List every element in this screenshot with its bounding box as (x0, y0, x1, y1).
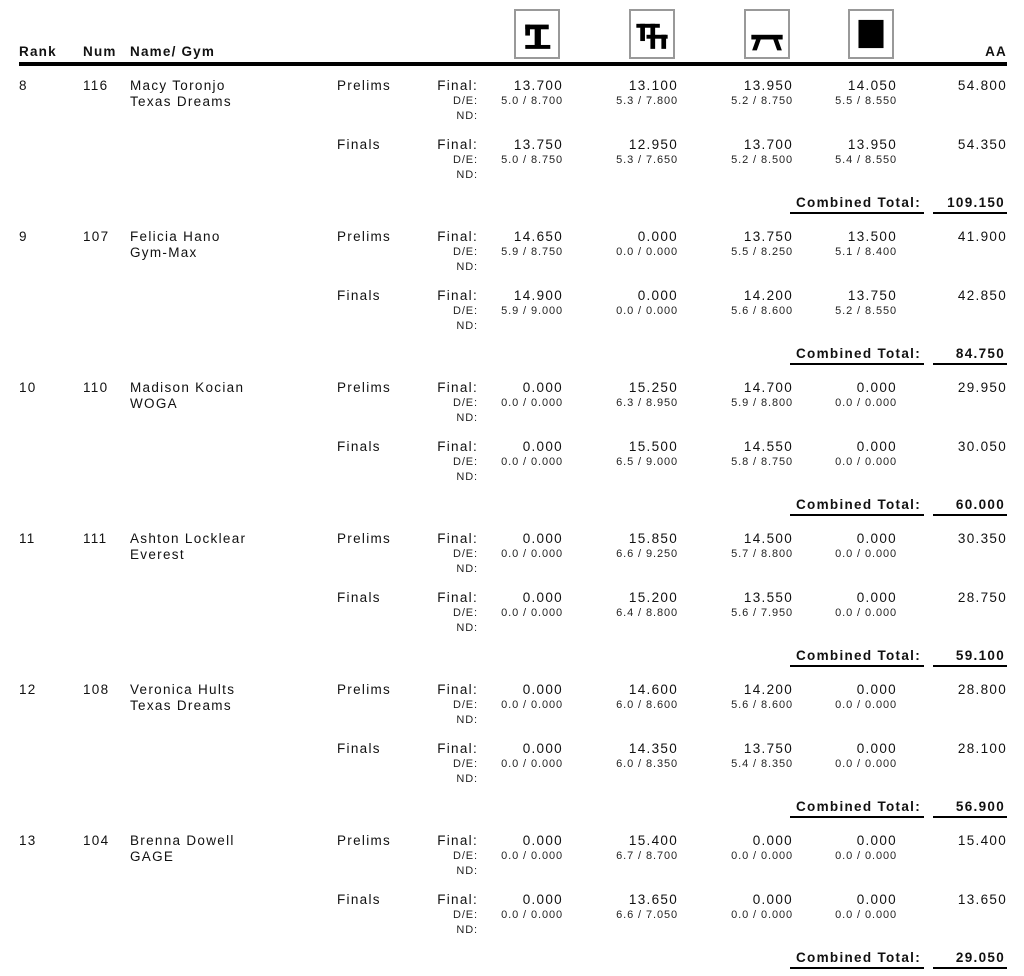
de-line (19, 547, 1007, 562)
round-block-prelims (19, 681, 1007, 728)
de-label: D/E: (453, 456, 478, 468)
beam-de: 5.7 / 8.800 (731, 548, 793, 560)
de-line (19, 698, 1007, 713)
nd-line (19, 864, 1007, 879)
score-line (19, 891, 1007, 908)
header-aa: AA (985, 44, 1007, 59)
final-label: Final: (437, 833, 478, 848)
aa-score: 28.800 (957, 682, 1007, 697)
de-line (19, 455, 1007, 470)
competitor-block (19, 681, 1007, 818)
de-label: D/E: (453, 397, 478, 409)
gym-name: Gym-Max (130, 245, 198, 260)
nd-label: ND: (456, 471, 478, 483)
competitor-block (19, 832, 1007, 969)
floor-de: 0.0 / 0.000 (835, 456, 897, 468)
nd-label: ND: (456, 622, 478, 634)
vault-de: 5.0 / 8.750 (501, 154, 563, 166)
nd-line (19, 260, 1007, 275)
aa-score: 42.850 (957, 288, 1007, 303)
vault-de: 0.0 / 0.000 (501, 699, 563, 711)
combined-total-row (19, 195, 1007, 214)
vault-de: 0.0 / 0.000 (501, 758, 563, 770)
vault-score: 0.000 (522, 741, 563, 756)
combined-total-value: 84.750 (933, 346, 1007, 365)
combined-total-value: 59.100 (933, 648, 1007, 667)
bars-score: 13.100 (628, 78, 678, 93)
bars-de: 0.0 / 0.000 (616, 246, 678, 258)
bars-score: 0.000 (637, 229, 678, 244)
combined-total-row (19, 950, 1007, 969)
de-line (19, 94, 1007, 109)
combined-total-label: Combined Total: (790, 195, 924, 214)
round-label: Finals (337, 741, 381, 756)
beam-score: 14.200 (743, 288, 793, 303)
gym-name: GAGE (130, 849, 175, 864)
combined-total-value: 60.000 (933, 497, 1007, 516)
floor-score: 0.000 (856, 833, 897, 848)
nd-line (19, 923, 1007, 938)
nd-label: ND: (456, 412, 478, 424)
beam-de: 5.9 / 8.800 (731, 397, 793, 409)
nd-line (19, 411, 1007, 426)
combined-total-label: Combined Total: (790, 346, 924, 365)
gym-name: Everest (130, 547, 185, 562)
round-block-finals (19, 589, 1007, 636)
competitor-block (19, 77, 1007, 214)
final-label: Final: (437, 531, 478, 546)
bars-de: 6.7 / 8.700 (616, 850, 678, 862)
floor-score: 0.000 (856, 531, 897, 546)
aa-score: 30.350 (957, 531, 1007, 546)
floor-de: 5.4 / 8.550 (835, 154, 897, 166)
beam-score: 13.700 (743, 137, 793, 152)
de-label: D/E: (453, 699, 478, 711)
bars-score: 13.650 (628, 892, 678, 907)
floor-score: 0.000 (856, 380, 897, 395)
de-label: D/E: (453, 154, 478, 166)
round-label: Prelims (337, 380, 392, 395)
round-block-prelims (19, 379, 1007, 426)
round-label: Finals (337, 137, 381, 152)
score-line (19, 228, 1007, 245)
floor-score: 0.000 (856, 439, 897, 454)
aa-score: 29.950 (957, 380, 1007, 395)
combined-total-label: Combined Total: (790, 950, 924, 969)
aa-score: 30.050 (957, 439, 1007, 454)
score-line (19, 287, 1007, 304)
bars-score: 15.200 (628, 590, 678, 605)
score-line (19, 681, 1007, 698)
score-line (19, 77, 1007, 94)
combined-total-label: Combined Total: (790, 497, 924, 516)
round-label: Prelims (337, 531, 392, 546)
round-label: Prelims (337, 833, 392, 848)
rank-value: 12 (19, 682, 37, 697)
floor-score: 14.050 (847, 78, 897, 93)
de-label: D/E: (453, 95, 478, 107)
nd-line (19, 319, 1007, 334)
beam-score: 0.000 (752, 833, 793, 848)
combined-total-label: Combined Total: (790, 799, 924, 818)
bars-score: 15.500 (628, 439, 678, 454)
num-value: 111 (83, 531, 108, 546)
round-label: Prelims (337, 78, 392, 93)
combined-total-value: 29.050 (933, 950, 1007, 969)
aa-score: 54.800 (957, 78, 1007, 93)
combined-total-row (19, 799, 1007, 818)
de-line (19, 849, 1007, 864)
score-line (19, 136, 1007, 153)
score-line (19, 530, 1007, 547)
nd-line (19, 168, 1007, 183)
de-line (19, 245, 1007, 260)
num-value: 104 (83, 833, 110, 848)
bars-score: 15.850 (628, 531, 678, 546)
vault-score: 0.000 (522, 892, 563, 907)
uneven-bars-icon (629, 9, 675, 59)
nd-line (19, 562, 1007, 577)
aa-score: 54.350 (957, 137, 1007, 152)
round-block-prelims (19, 228, 1007, 275)
bars-de: 6.3 / 8.950 (616, 397, 678, 409)
combined-total-row (19, 346, 1007, 365)
round-label: Finals (337, 590, 381, 605)
beam-score: 0.000 (752, 892, 793, 907)
beam-de: 5.4 / 8.350 (731, 758, 793, 770)
rank-value: 9 (19, 229, 28, 244)
round-label: Prelims (337, 682, 392, 697)
athlete-name: Veronica Hults (130, 682, 236, 697)
aa-score: 28.750 (957, 590, 1007, 605)
nd-label: ND: (456, 865, 478, 877)
bars-score: 0.000 (637, 288, 678, 303)
header-name-gym: Name/ Gym (130, 44, 216, 59)
floor-de: 0.0 / 0.000 (835, 699, 897, 711)
num-value: 116 (83, 78, 109, 93)
gym-name: Texas Dreams (130, 698, 232, 713)
rank-value: 10 (19, 380, 37, 395)
round-block-finals (19, 891, 1007, 938)
round-block-finals (19, 287, 1007, 334)
beam-score: 13.950 (743, 78, 793, 93)
round-label: Finals (337, 439, 381, 454)
athlete-name: Brenna Dowell (130, 833, 235, 848)
nd-label: ND: (456, 261, 478, 273)
de-label: D/E: (453, 305, 478, 317)
de-label: D/E: (453, 607, 478, 619)
nd-label: ND: (456, 110, 478, 122)
bars-score: 14.350 (628, 741, 678, 756)
vault-score: 0.000 (522, 590, 563, 605)
bars-de: 6.0 / 8.600 (616, 699, 678, 711)
score-line (19, 589, 1007, 606)
bars-de: 5.3 / 7.800 (616, 95, 678, 107)
beam-de: 5.6 / 7.950 (731, 607, 793, 619)
beam-score: 14.200 (743, 682, 793, 697)
vault-icon (514, 9, 560, 59)
round-block-prelims (19, 77, 1007, 124)
rank-value: 13 (19, 833, 37, 848)
final-label: Final: (437, 590, 478, 605)
de-label: D/E: (453, 548, 478, 560)
round-block-prelims (19, 530, 1007, 577)
aa-score: 15.400 (957, 833, 1007, 848)
table-header (19, 6, 1007, 66)
bars-de: 0.0 / 0.000 (616, 305, 678, 317)
round-block-finals (19, 438, 1007, 485)
rank-value: 11 (19, 531, 36, 546)
bars-score: 15.400 (628, 833, 678, 848)
header-num: Num (83, 44, 117, 59)
round-label: Prelims (337, 229, 392, 244)
nd-label: ND: (456, 773, 478, 785)
floor-score: 13.950 (847, 137, 897, 152)
floor-de: 5.2 / 8.550 (835, 305, 897, 317)
floor-score: 0.000 (856, 741, 897, 756)
gym-name: WOGA (130, 396, 178, 411)
gym-name: Texas Dreams (130, 94, 232, 109)
competitor-block (19, 530, 1007, 667)
num-value: 110 (83, 380, 109, 395)
beam-de: 0.0 / 0.000 (731, 909, 793, 921)
balance-beam-icon (744, 9, 790, 59)
vault-de: 0.0 / 0.000 (501, 548, 563, 560)
bars-score: 15.250 (628, 380, 678, 395)
floor-de: 0.0 / 0.000 (835, 909, 897, 921)
de-line (19, 757, 1007, 772)
de-line (19, 908, 1007, 923)
score-line (19, 379, 1007, 396)
bars-de: 6.0 / 8.350 (616, 758, 678, 770)
bars-de: 5.3 / 7.650 (616, 154, 678, 166)
beam-score: 13.550 (743, 590, 793, 605)
beam-score: 14.700 (743, 380, 793, 395)
final-label: Final: (437, 682, 478, 697)
nd-line (19, 109, 1007, 124)
floor-de: 0.0 / 0.000 (835, 850, 897, 862)
nd-line (19, 470, 1007, 485)
final-label: Final: (437, 439, 478, 454)
vault-de: 0.0 / 0.000 (501, 397, 563, 409)
round-label: Finals (337, 288, 381, 303)
score-line (19, 832, 1007, 849)
aa-score: 28.100 (957, 741, 1007, 756)
beam-de: 5.8 / 8.750 (731, 456, 793, 468)
beam-de: 5.2 / 8.500 (731, 154, 793, 166)
de-label: D/E: (453, 758, 478, 770)
nd-line (19, 713, 1007, 728)
floor-de: 5.5 / 8.550 (835, 95, 897, 107)
num-value: 107 (83, 229, 110, 244)
de-label: D/E: (453, 246, 478, 258)
nd-label: ND: (456, 169, 478, 181)
final-label: Final: (437, 78, 478, 93)
vault-score: 14.650 (513, 229, 563, 244)
vault-score: 0.000 (522, 682, 563, 697)
combined-total-row (19, 648, 1007, 667)
round-block-finals (19, 136, 1007, 183)
combined-total-value: 56.900 (933, 799, 1007, 818)
aa-score: 13.650 (957, 892, 1007, 907)
beam-score: 13.750 (743, 741, 793, 756)
floor-score: 13.750 (847, 288, 897, 303)
bars-score: 14.600 (628, 682, 678, 697)
score-line (19, 740, 1007, 757)
floor-de: 0.0 / 0.000 (835, 607, 897, 619)
beam-score: 14.500 (743, 531, 793, 546)
beam-de: 5.2 / 8.750 (731, 95, 793, 107)
results-list (19, 77, 1007, 969)
beam-score: 14.550 (743, 439, 793, 454)
aa-score: 41.900 (957, 229, 1007, 244)
nd-line (19, 772, 1007, 787)
de-line (19, 153, 1007, 168)
vault-score: 0.000 (522, 531, 563, 546)
header-rank: Rank (19, 44, 57, 59)
vault-score: 0.000 (522, 380, 563, 395)
nd-label: ND: (456, 924, 478, 936)
nd-label: ND: (456, 714, 478, 726)
nd-label: ND: (456, 563, 478, 575)
floor-score: 0.000 (856, 682, 897, 697)
vault-score: 13.700 (513, 78, 563, 93)
athlete-name: Felicia Hano (130, 229, 221, 244)
round-label: Finals (337, 892, 381, 907)
athlete-name: Madison Kocian (130, 380, 245, 395)
round-block-finals (19, 740, 1007, 787)
floor-score: 0.000 (856, 590, 897, 605)
de-line (19, 396, 1007, 411)
combined-total-row (19, 497, 1007, 516)
vault-score: 0.000 (522, 833, 563, 848)
de-label: D/E: (453, 850, 478, 862)
vault-de: 5.9 / 8.750 (501, 246, 563, 258)
combined-total-value: 109.150 (933, 195, 1007, 214)
final-label: Final: (437, 380, 478, 395)
floor-icon (848, 9, 894, 59)
vault-score: 13.750 (513, 137, 563, 152)
beam-de: 0.0 / 0.000 (731, 850, 793, 862)
vault-de: 5.9 / 9.000 (501, 305, 563, 317)
num-value: 108 (83, 682, 110, 697)
competitor-block (19, 379, 1007, 516)
athlete-name: Ashton Locklear (130, 531, 247, 546)
competitor-block (19, 228, 1007, 365)
final-label: Final: (437, 892, 478, 907)
bars-de: 6.6 / 9.250 (616, 548, 678, 560)
final-label: Final: (437, 229, 478, 244)
beam-de: 5.6 / 8.600 (731, 699, 793, 711)
de-line (19, 606, 1007, 621)
final-label: Final: (437, 288, 478, 303)
bars-de: 6.4 / 8.800 (616, 607, 678, 619)
vault-de: 0.0 / 0.000 (501, 909, 563, 921)
score-line (19, 438, 1007, 455)
floor-score: 13.500 (847, 229, 897, 244)
floor-de: 0.0 / 0.000 (835, 758, 897, 770)
vault-de: 5.0 / 8.700 (501, 95, 563, 107)
nd-label: ND: (456, 320, 478, 332)
rank-value: 8 (19, 78, 28, 93)
floor-de: 0.0 / 0.000 (835, 397, 897, 409)
athlete-name: Macy Toronjo (130, 78, 226, 93)
floor-de: 0.0 / 0.000 (835, 548, 897, 560)
floor-de: 5.1 / 8.400 (835, 246, 897, 258)
combined-total-label: Combined Total: (790, 648, 924, 667)
de-label: D/E: (453, 909, 478, 921)
final-label: Final: (437, 137, 478, 152)
beam-de: 5.6 / 8.600 (731, 305, 793, 317)
bars-de: 6.6 / 7.050 (616, 909, 678, 921)
final-label: Final: (437, 741, 478, 756)
vault-de: 0.0 / 0.000 (501, 456, 563, 468)
round-block-prelims (19, 832, 1007, 879)
vault-de: 0.0 / 0.000 (501, 607, 563, 619)
bars-score: 12.950 (628, 137, 678, 152)
bars-de: 6.5 / 9.000 (616, 456, 678, 468)
nd-line (19, 621, 1007, 636)
beam-score: 13.750 (743, 229, 793, 244)
vault-score: 0.000 (522, 439, 563, 454)
vault-score: 14.900 (513, 288, 563, 303)
vault-de: 0.0 / 0.000 (501, 850, 563, 862)
beam-de: 5.5 / 8.250 (731, 246, 793, 258)
floor-score: 0.000 (856, 892, 897, 907)
de-line (19, 304, 1007, 319)
